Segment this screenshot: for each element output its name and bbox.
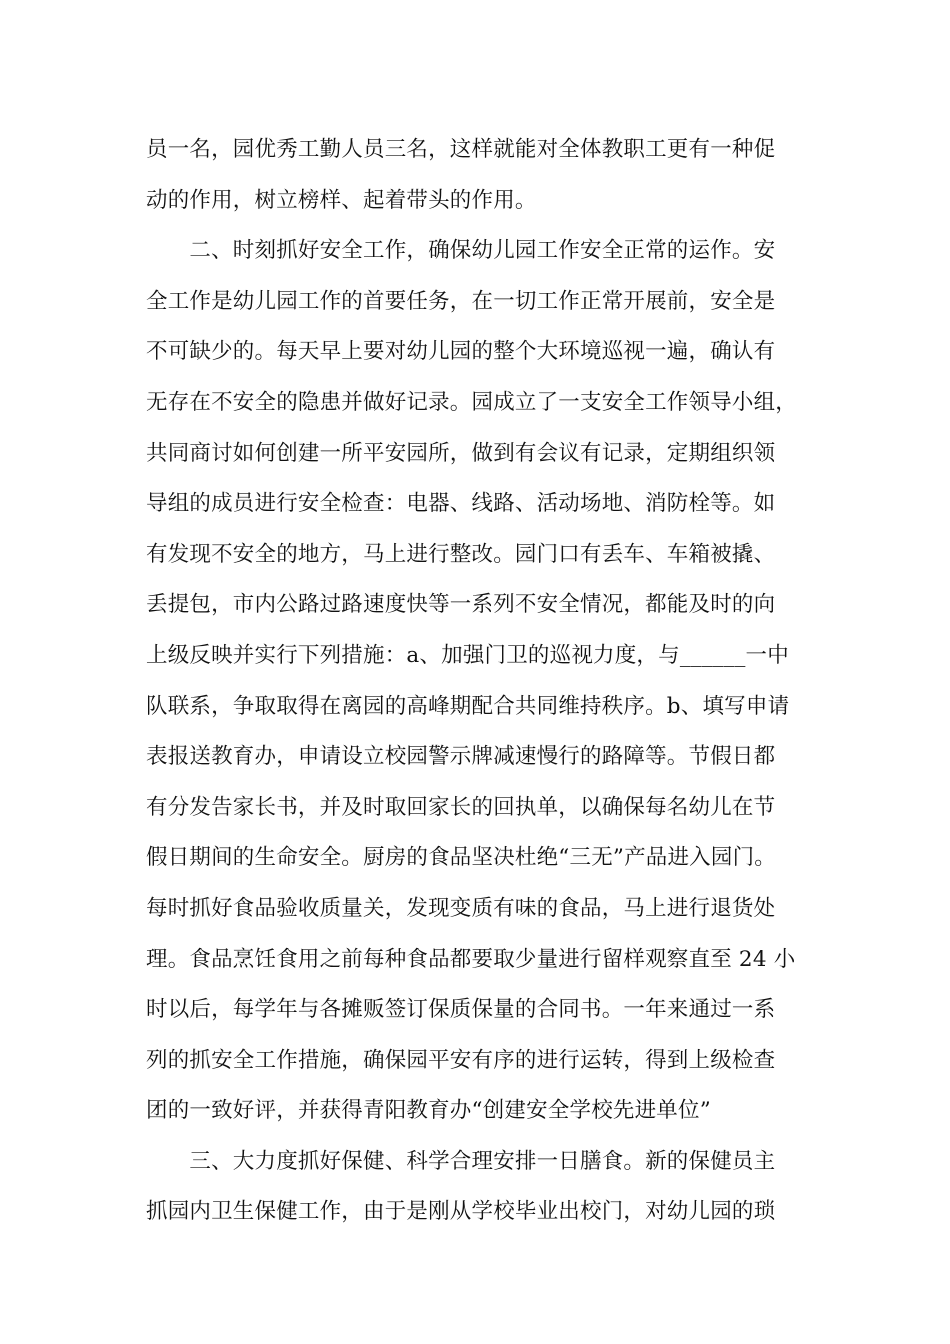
text-line: 时以后，每学年与各摊贩签订保质保量的合同书。一年来通过一系 [146, 997, 776, 1023]
text-line: 员一名，园优秀工勤人员三名，这样就能对全体教职工更有一种促 [146, 137, 776, 162]
text-line: 有分发告家长书，并及时取回家长的回执单，以确保每名幼儿在节 [146, 794, 776, 820]
text-line: 共同商讨如何创建一所平安园所，做到有会议有记录，定期组织领 [146, 440, 776, 466]
text-line: 假日期间的生命安全。厨房的食品坚决杜绝“三无”产品进入园门。 [146, 845, 776, 871]
text-line: 队联系，争取取得在离园的高峰期配合共同维持秩序。b、填写申请 [146, 693, 790, 719]
text-line: 每时抓好食品验收质量关，发现变质有味的食品，马上进行退货处 [146, 895, 776, 921]
text-line: 无存在不安全的隐患并做好记录。园成立了一支安全工作领导小组， [146, 389, 798, 415]
text-line: 三、大力度抓好保健、科学合理安排一日膳食。新的保健员主 [146, 1148, 776, 1174]
text-line: 导组的成员进行安全检查：电器、线路、活动场地、消防栓等。如 [146, 491, 776, 517]
text-line: 列的抓安全工作措施，确保园平安有序的进行运转，得到上级检查 [146, 1047, 776, 1073]
text-line: 理。食品烹饪食用之前每种食品都要取少量进行留样观察直至 24 小 [146, 946, 796, 972]
text-line: 动的作用，树立榜样、起着带头的作用。 [146, 187, 537, 213]
text-line: 有发现不安全的地方，马上进行整改。园门口有丢车、车箱被撬、 [146, 541, 776, 567]
text-line: 表报送教育办，申请设立校园警示牌减速慢行的路障等。节假日都 [146, 744, 776, 770]
text-line: 全工作是幼儿园工作的首要任务，在一切工作正常开展前，安全是 [146, 288, 776, 314]
text-line: 团的一致好评，并获得青阳教育办“创建安全学校先进单位” [146, 1098, 711, 1124]
text-line: 抓园内卫生保健工作，由于是刚从学校毕业出校门，对幼儿园的琐 [146, 1199, 776, 1225]
text-line: 丢提包，市内公路过路速度快等一系列不安全情况，都能及时的向 [146, 592, 776, 618]
text-line: 二、时刻抓好安全工作，确保幼儿园工作安全正常的运作。安 [146, 238, 776, 264]
body-text [146, 125, 816, 1238]
text-line: 不可缺少的。每天早上要对幼儿园的整个大环境巡视一遍，确认有 [146, 339, 776, 365]
text-line: 上级反映并实行下列措施：a、加强门卫的巡视力度，与______一中 [146, 642, 789, 668]
